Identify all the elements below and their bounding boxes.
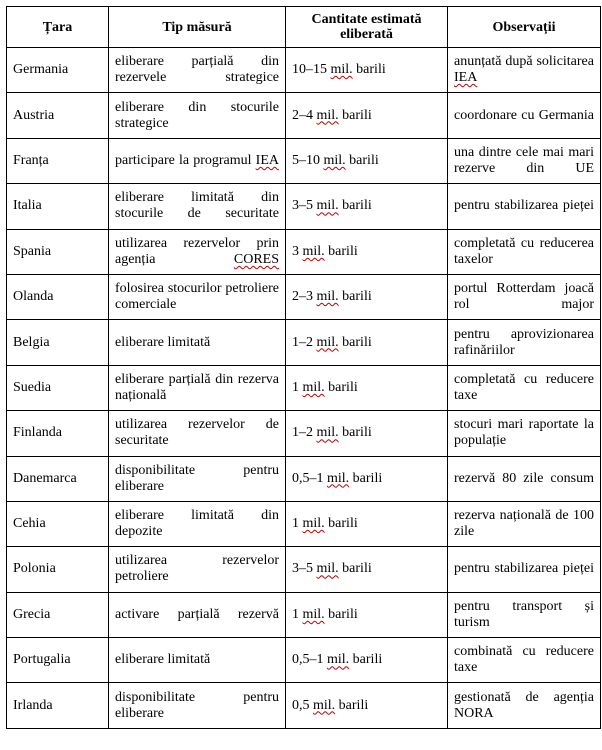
quantity-unit-spellcheck: mil. <box>316 198 339 214</box>
measure-type-cell: utilizarea rezervelor prin agenția CORES <box>109 229 286 274</box>
quantity-cell <box>286 547 448 592</box>
quantity-range: 0,5–1 <box>292 470 327 486</box>
quantity-suffix: barili <box>324 606 358 622</box>
table-row <box>7 638 601 683</box>
quantity-range: 3–5 <box>292 561 317 577</box>
quantity-unit-spellcheck: mil. <box>316 561 339 577</box>
quantity-suffix: barili <box>345 152 379 168</box>
measure-type-cell: disponibilitate pentru eliberare <box>109 683 286 728</box>
quantity-range: 5–10 <box>292 152 324 168</box>
quantity-cell <box>286 456 448 501</box>
observation-cell: gestionată de agenția NORA <box>448 683 601 728</box>
quantity-range: 1 <box>292 606 303 622</box>
quantity-range: 3–5 <box>292 198 317 214</box>
table-row <box>7 229 601 274</box>
measure-type-cell: eliberare parțială din rezervele strategice <box>109 48 286 93</box>
quantity-cell <box>286 320 448 365</box>
observation-cell: pentru transport și turism <box>448 592 601 637</box>
country-cell: Grecia <box>7 592 109 637</box>
quantity-range: 3 <box>292 243 303 259</box>
observation-cell: completată cu reducerea taxelor <box>448 229 601 274</box>
quantity-range: 1–2 <box>292 425 317 441</box>
quantity-suffix: barili <box>335 697 369 713</box>
observation-cell: rezervă 80 zile consum <box>448 456 601 501</box>
quantity-cell <box>286 411 448 456</box>
measure-type-cell: participare la programul IEA <box>109 138 286 183</box>
quantity-suffix: barili <box>338 198 372 214</box>
measure-type-cell: eliberare limitată <box>109 638 286 683</box>
table-row <box>7 592 601 637</box>
table-row <box>7 411 601 456</box>
measure-type-cell: utilizarea rezervelor petroliere <box>109 547 286 592</box>
quantity-range: 0,5 <box>292 697 313 713</box>
quantity-suffix: barili <box>324 243 358 259</box>
measure-type-cell: folosirea stocurilor petroliere comerciale <box>109 274 286 319</box>
quantity-unit-spellcheck: mil. <box>302 606 325 622</box>
country-cell: Cehia <box>7 501 109 546</box>
table-row <box>7 365 601 410</box>
observation-cell: pentru stabilizarea pieței <box>448 547 601 592</box>
country-cell: Finlanda <box>7 411 109 456</box>
quantity-cell <box>286 274 448 319</box>
quantity-cell <box>286 93 448 138</box>
header-estimated-quantity: Cantitate estimată eliberată <box>286 7 448 48</box>
quantity-cell <box>286 501 448 546</box>
quantity-suffix: barili <box>324 516 358 532</box>
quantity-unit-spellcheck: mil. <box>316 289 339 305</box>
country-cell: Irlanda <box>7 683 109 728</box>
table-row <box>7 184 601 229</box>
observation-cell: portul Rotterdam joacă rol major <box>448 274 601 319</box>
country-cell: Suedia <box>7 365 109 410</box>
measure-type-cell: eliberare limitată <box>109 320 286 365</box>
table-body <box>7 48 601 729</box>
country-cell: Olanda <box>7 274 109 319</box>
quantity-suffix: barili <box>338 107 372 123</box>
quantity-range: 0,5–1 <box>292 652 327 668</box>
header-row <box>7 7 601 48</box>
quantity-cell <box>286 229 448 274</box>
observation-cell: pentru aprovizionarea rafinăriilor <box>448 320 601 365</box>
quantity-unit-spellcheck: mil. <box>330 62 353 78</box>
quantity-suffix: barili <box>338 334 372 350</box>
quantity-cell <box>286 683 448 728</box>
quantity-unit-spellcheck: mil. <box>327 652 350 668</box>
quantity-unit-spellcheck: mil. <box>302 379 325 395</box>
country-cell: Portugalia <box>7 638 109 683</box>
quantity-cell <box>286 592 448 637</box>
observation-cell: una dintre cele mai mari rezerve din UE <box>448 138 601 183</box>
observation-cell: pentru stabilizarea pieței <box>448 184 601 229</box>
table-row <box>7 48 601 93</box>
observation-cell: stocuri mari raportate la populație <box>448 411 601 456</box>
measure-type-cell: utilizarea rezervelor de securitate <box>109 411 286 456</box>
measure-type-cell: eliberare limitată din stocurile de securitate <box>109 184 286 229</box>
spellcheck-mark: CORES <box>233 251 279 267</box>
quantity-range: 1 <box>292 379 303 395</box>
table-row <box>7 547 601 592</box>
observation-cell: completată cu reducere taxe <box>448 365 601 410</box>
table-row <box>7 138 601 183</box>
country-cell: Polonia <box>7 547 109 592</box>
country-cell: Italia <box>7 184 109 229</box>
country-cell: Danemarca <box>7 456 109 501</box>
quantity-range: 2–4 <box>292 107 317 123</box>
quantity-range: 1–2 <box>292 334 317 350</box>
measure-type-cell: activare parțială rezervă <box>109 592 286 637</box>
quantity-unit-spellcheck: mil. <box>316 425 339 441</box>
quantity-suffix: barili <box>338 561 372 577</box>
table-row <box>7 320 601 365</box>
quantity-unit-spellcheck: mil. <box>302 516 325 532</box>
quantity-suffix: barili <box>349 470 383 486</box>
quantity-cell <box>286 184 448 229</box>
quantity-unit-spellcheck: mil. <box>316 334 339 350</box>
quantity-suffix: barili <box>338 289 372 305</box>
spellcheck-mark: IEA <box>255 152 279 168</box>
quantity-range: 10–15 <box>292 62 331 78</box>
measure-type-cell: disponibilitate pentru eliberare <box>109 456 286 501</box>
quantity-unit-spellcheck: mil. <box>323 152 346 168</box>
measure-type-cell: eliberare parțială din rezerva națională <box>109 365 286 410</box>
header-measure-type: Tip măsură <box>109 7 286 48</box>
table-row <box>7 501 601 546</box>
quantity-suffix: barili <box>324 379 358 395</box>
quantity-suffix: barili <box>349 652 383 668</box>
observation-cell: anunțată după solicitarea IEA <box>448 48 601 93</box>
header-observations: Observații <box>448 7 601 48</box>
country-cell: Spania <box>7 229 109 274</box>
country-cell: Belgia <box>7 320 109 365</box>
country-cell: Austria <box>7 93 109 138</box>
country-cell: Germania <box>7 48 109 93</box>
quantity-suffix: barili <box>352 62 386 78</box>
quantity-cell <box>286 48 448 93</box>
quantity-range: 1 <box>292 516 303 532</box>
quantity-cell <box>286 138 448 183</box>
country-cell: Franța <box>7 138 109 183</box>
quantity-unit-spellcheck: mil. <box>302 243 325 259</box>
oil-release-table <box>6 6 601 729</box>
table-row <box>7 93 601 138</box>
quantity-range: 2–3 <box>292 289 317 305</box>
table-row <box>7 274 601 319</box>
quantity-suffix: barili <box>338 425 372 441</box>
quantity-unit-spellcheck: mil. <box>316 107 339 123</box>
measure-type-cell: eliberare limitată din depozite <box>109 501 286 546</box>
observation-cell: combinată cu reducere taxe <box>448 638 601 683</box>
table-row <box>7 683 601 728</box>
measure-type-cell: eliberare din stocurile strategice <box>109 93 286 138</box>
quantity-unit-spellcheck: mil. <box>327 470 350 486</box>
quantity-cell <box>286 638 448 683</box>
spellcheck-mark: IEA <box>454 70 478 86</box>
quantity-unit-spellcheck: mil. <box>313 697 336 713</box>
observation-cell: rezerva națională de 100 zile <box>448 501 601 546</box>
quantity-cell <box>286 365 448 410</box>
table-row <box>7 456 601 501</box>
header-country: Țara <box>7 7 109 48</box>
observation-cell: coordonare cu Germania <box>448 93 601 138</box>
